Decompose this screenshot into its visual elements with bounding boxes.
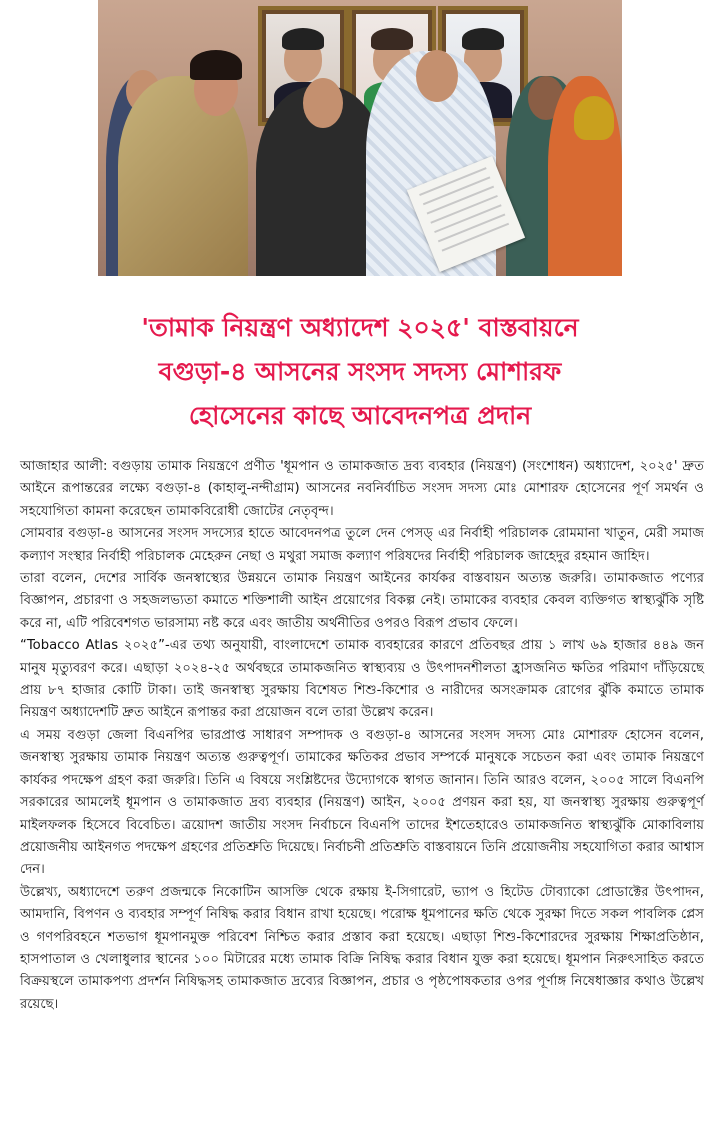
- article-paragraph-1: আজাহার আলী: বগুড়ায় তামাক নিয়ন্ত্রণে প্রণীত 'ধূমপান ও তামাকজাত দ্রব্য ব্যবহার (নিয়ন্ত্রণ) (সংশোধন) অধ্যাদেশ, ২০২৫' দ্রুত আইনে রূপান্তরের লক্ষ্যে বগুড়া-৪ (কাহালু-নন্দীগ্রাম) আসনের নবনির্বাচিত সংসদ সদস্য মোঃ মোশারফ হোসেনের পূর্ণ সমর্থন ও সহযোগিতা কামনা করেছেন তামাকবিরোধী জোটের নেতৃবৃন্দ।: [20, 459, 704, 519]
- headline-line-1: 'তামাক নিয়ন্ত্রণ অধ্যাদেশ ২০২৫' বাস্তবায়নে: [141, 313, 579, 342]
- headline-line-2: বগুড়া-৪ আসনের সংসদ সদস্য মোশারফ: [158, 357, 562, 386]
- article-paragraph-3: তারা বলেন, দেশের সার্বিক জনস্বাস্থ্যের উন্নয়নে তামাক নিয়ন্ত্রণ আইনের কার্যকর বাস্তবায়ন অত্যন্ত জরুরি। তামাকজাত পণ্যের বিজ্ঞাপন, প্রচারণা ও সহজলভ্যতা কমাতে শক্তিশালী আইন প্রয়োগের বিকল্প নেই। তামাকের ব্যবহার কেবল ব্যক্তিগত স্বাস্থ্যঝুঁকি সৃষ্টি করে না, এটি পরিবেশগত ভারসাম্য নষ্ট করে এবং জাতীয় অর্থনীতির ওপরও বিরূপ প্রভাব ফেলে।: [20, 571, 704, 631]
- article-paragraph-4: “Tobacco Atlas ২০২৫”-এর তথ্য অনুযায়ী, বাংলাদেশে তামাক ব্যবহারের কারণে প্রতিবছর প্রায় ১ লাখ ৬৯ হাজার ৪৪৯ জন মানুষ মৃত্যুবরণ করে। এছাড়া ২০২৪-২৫ অর্থবছরে তামাকজনিত স্বাস্থ্যব্যয় ও উৎপাদনশীলতা হ্রাসজনিত ক্ষতির পরিমাণ দাঁড়িয়েছে প্রায় ৮৭ হাজার কোটি টাকা। তাই জনস্বাস্থ্য সুরক্ষায় বিশেষত শিশু-কিশোর ও নারীদের অসংক্রামক রোগের ঝুঁকি কমাতে তামাক নিয়ন্ত্রণ অধ্যাদেশটি দ্রুত আইনে রূপান্তর করা প্রয়োজন বলে তারা উল্লেখ করেন।: [20, 638, 704, 721]
- article-body: [20, 456, 704, 1016]
- article-paragraph-5: এ সময় বগুড়া জেলা বিএনপির ভারপ্রাপ্ত সাধারণ সম্পাদক ও বগুড়া-৪ আসনের সংসদ সদস্য মোঃ মোশারফ হোসেন বলেন, জনস্বাস্থ্য সুরক্ষায় তামাক নিয়ন্ত্রণ অত্যন্ত গুরুত্বপূর্ণ। তামাকের ক্ষতিকর প্রভাব সম্পর্কে মানুষকে সচেতন করা এবং তামাক নিয়ন্ত্রণে কার্যকর পদক্ষেপ গ্রহণ করা জরুরি। তিনি এ বিষয়ে সংশ্লিষ্টদের উদ্যোগকে স্বাগত জানান। তিনি আরও বলেন, ২০০৫ সালে বিএনপি সরকারের আমলেই ধূমপান ও তামাকজাত দ্রব্য ব্যবহার (নিয়ন্ত্রণ) আইন, ২০০৫ প্রণয়ন করা হয়, যা জনস্বাস্থ্য সুরক্ষায় গুরুত্বপূর্ণ মাইলফলক হিসেবে বিবেচিত। ত্রয়োদশ জাতীয় সংসদ নির্বাচনে বিএনপি তাদের ইশতেহারেও তামাকজনিত স্বাস্থ্যঝুঁকি মোকাবিলায় প্রয়োজনীয় আইনগত পদক্ষেপ গ্রহণের প্রতিশ্রুতি দিয়েছে। নির্বাচনী প্রতিশ্রুতি বাস্তবায়নে তিনি প্রয়োজনীয় সহযোগিতা করার আশ্বাস দেন।: [20, 727, 704, 878]
- article-paragraph-2: সোমবার বগুড়া-৪ আসনের সংসদ সদস্যের হাতে আবেদনপত্র তুলে দেন পেসড্ এর নির্বাহী পরিচালক রোমমানা খাতুন, মেরী সমাজ কল্যাণ সংস্থার নির্বাহী পরিচালক মেহেরুন নেছা ও মথুরা সমাজ কল্যাণ পরিষদের নির্বাহী পরিচালক জাহেদুর রহমান জাহিদ।: [20, 526, 704, 564]
- headline: [40, 306, 680, 438]
- news-photo: [98, 0, 622, 276]
- headline-line-3: হোসেনের কাছে আবেদনপত্র প্রদান: [188, 401, 532, 430]
- article-paragraph-6: উল্লেখ্য, অধ্যাদেশে তরুণ প্রজন্মকে নিকোটিন আসক্তি থেকে রক্ষায় ই-সিগারেট, ভ্যাপ ও হিটেড টোব্যাকো প্রোডাক্টের উৎপাদন, আমদানি, বিপণন ও ব্যবহার সম্পূর্ণ নিষিদ্ধ করার বিধান রাখা হয়েছে। পরোক্ষ ধূমপানের ক্ষতি থেকে সুরক্ষা দিতে সকল পাবলিক প্লেস ও গণপরিবহনে শতভাগ ধূমপানমুক্ত পরিবেশ নিশ্চিত করার প্রস্তাব করা হয়েছে। এছাড়া শিশু-কিশোরদের সুরক্ষায় শিক্ষাপ্রতিষ্ঠান, হাসপাতাল ও খেলাধুলার স্থানের ১০০ মিটারের মধ্যে তামাক বিক্রি নিষিদ্ধ করার বিধান যুক্ত করা হয়েছে। ধূমপান নিরুৎসাহিত করতে বিক্রয়স্থলে তামাকপণ্য প্রদর্শন নিষিদ্ধসহ তামাকজাত দ্রব্যের বিজ্ঞাপন, প্রচার ও পৃষ্ঠপোষকতার ওপর পূর্ণাঙ্গ নিষেধাজ্ঞার কথাও উল্লেখ রয়েছে।: [20, 884, 704, 1012]
